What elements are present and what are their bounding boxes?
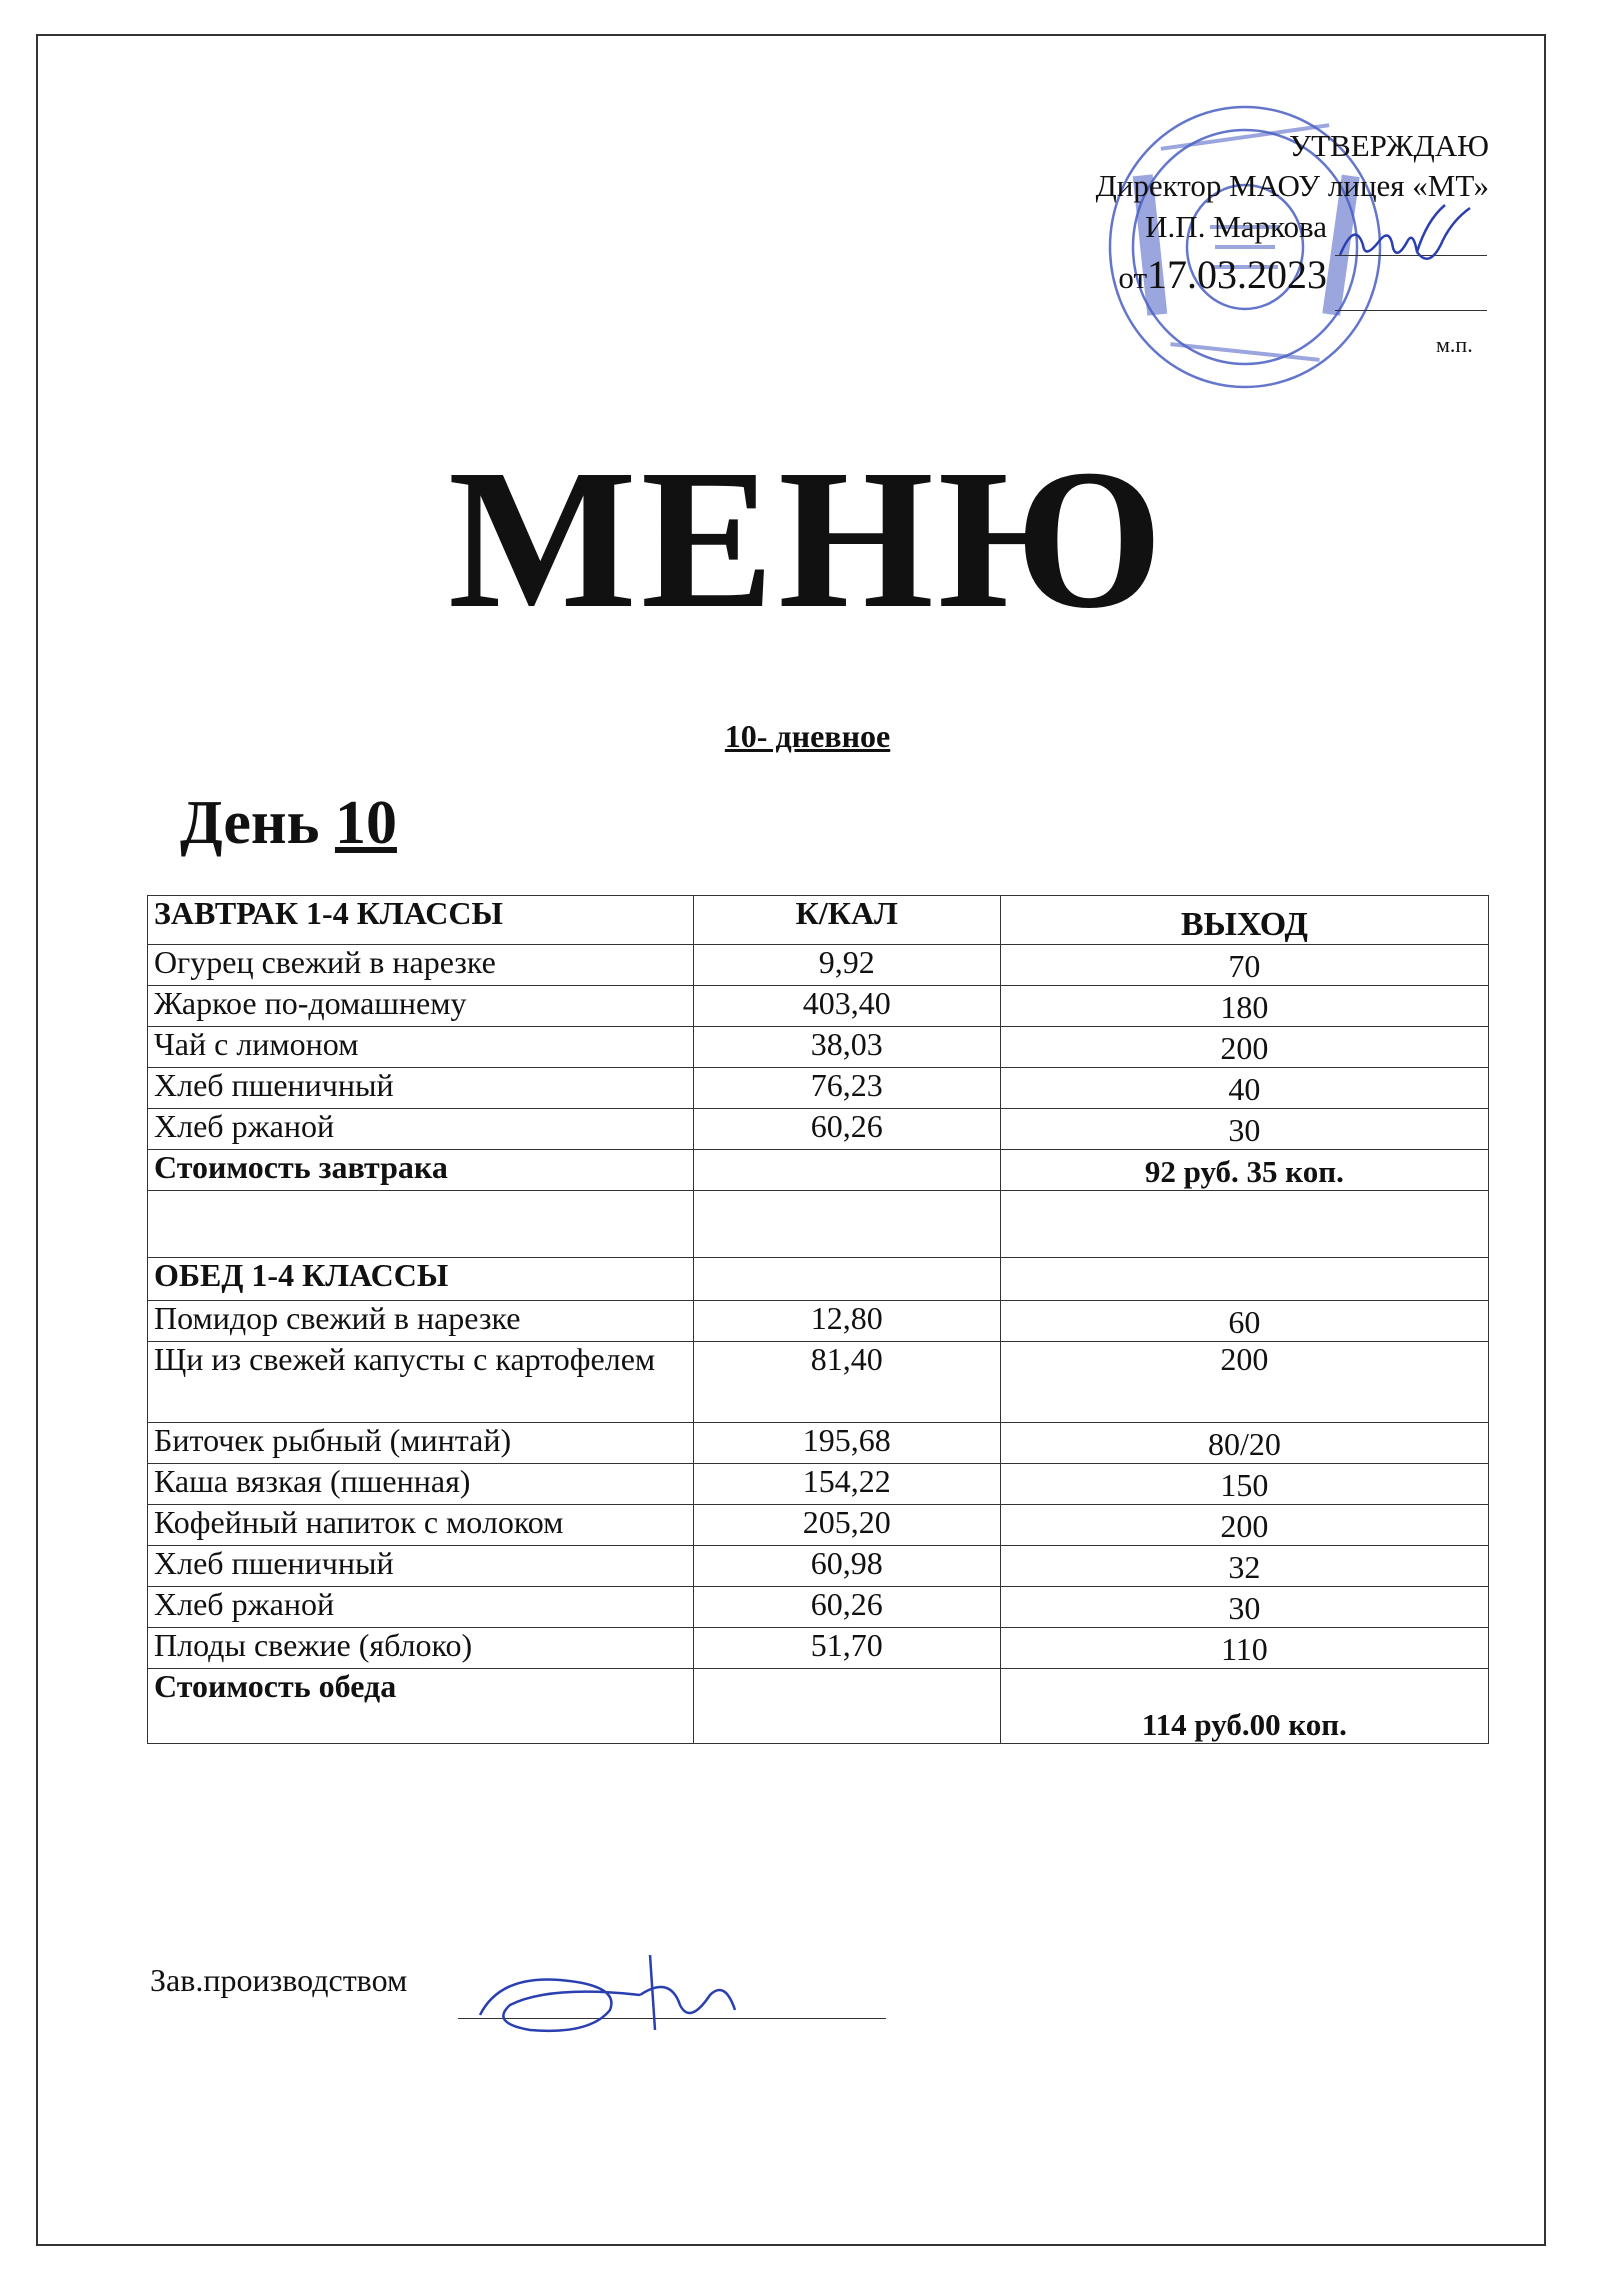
table-row xyxy=(148,1109,1489,1150)
breakfast-cost-value: 92 руб. 35 коп. xyxy=(1000,1150,1488,1191)
approval-heading: УТВЕРЖДАЮ xyxy=(1289,128,1489,163)
production-manager-label: Зав.производством xyxy=(150,1962,408,1998)
table-row xyxy=(148,1628,1489,1669)
dish-yield: 200 xyxy=(1000,1027,1488,1068)
approval-date-prefix: от xyxy=(1118,259,1147,295)
dish-name: Щи из свежей капусты с картофелем xyxy=(148,1342,694,1423)
dish-kcal: 195,68 xyxy=(693,1423,1000,1464)
dish-name: Биточек рыбный (минтай) xyxy=(148,1423,694,1464)
dish-kcal: 9,92 xyxy=(693,945,1000,986)
approval-position: Директор МАОУ лицея «МТ» xyxy=(1095,168,1489,204)
table-row xyxy=(148,1342,1489,1423)
dish-kcal: 38,03 xyxy=(693,1027,1000,1068)
production-manager-signature xyxy=(470,1935,750,2055)
table-row xyxy=(148,1464,1489,1505)
breakfast-section-title: ЗАВТРАК 1-4 КЛАССЫ xyxy=(148,896,694,945)
lunch-header-row xyxy=(148,1258,1489,1301)
day-label: День xyxy=(180,789,320,857)
column-kcal-header: К/КАЛ xyxy=(693,896,1000,945)
spacer-row xyxy=(148,1191,1489,1258)
dish-yield: 150 xyxy=(1000,1464,1488,1505)
menu-table xyxy=(147,895,1489,1744)
day-number: 10 xyxy=(334,789,397,857)
table-row xyxy=(148,1587,1489,1628)
dish-kcal: 60,98 xyxy=(693,1546,1000,1587)
dish-kcal: 76,23 xyxy=(693,1068,1000,1109)
dish-yield: 110 xyxy=(1000,1628,1488,1669)
breakfast-cost-row xyxy=(148,1150,1489,1191)
dish-kcal: 403,40 xyxy=(693,986,1000,1027)
dish-yield: 32 xyxy=(1000,1546,1488,1587)
lunch-cost-row xyxy=(148,1669,1489,1744)
lunch-cost-value: 114 руб.00 коп. xyxy=(1000,1669,1488,1744)
director-signature xyxy=(1335,200,1485,280)
breakfast-cost-label: Стоимость завтрака xyxy=(148,1150,694,1191)
dish-name: Жаркое по-домашнему xyxy=(148,986,694,1027)
table-row xyxy=(148,1068,1489,1109)
day-heading xyxy=(180,788,397,859)
dish-kcal: 60,26 xyxy=(693,1109,1000,1150)
menu-period: 10- дневное xyxy=(724,718,891,754)
lunch-section-title: ОБЕД 1-4 КЛАССЫ xyxy=(148,1258,694,1301)
dish-name: Хлеб пшеничный xyxy=(148,1546,694,1587)
page-title: МЕНЮ xyxy=(448,429,1167,650)
dish-name: Огурец свежий в нарезке xyxy=(148,945,694,986)
dish-name: Каша вязкая (пшенная) xyxy=(148,1464,694,1505)
table-row xyxy=(148,1423,1489,1464)
table-row xyxy=(148,1027,1489,1068)
dish-name: Помидор свежий в нарезке xyxy=(148,1301,694,1342)
breakfast-header-row xyxy=(148,896,1489,945)
dish-kcal: 81,40 xyxy=(693,1342,1000,1423)
dish-yield: 70 xyxy=(1000,945,1488,986)
dish-yield: 30 xyxy=(1000,1109,1488,1150)
dish-kcal: 154,22 xyxy=(693,1464,1000,1505)
dish-name: Чай с лимоном xyxy=(148,1027,694,1068)
dish-yield: 40 xyxy=(1000,1068,1488,1109)
dish-yield: 180 xyxy=(1000,986,1488,1027)
table-row xyxy=(148,1505,1489,1546)
approval-date: 17.03.2023 xyxy=(1147,251,1327,297)
dish-kcal: 12,80 xyxy=(693,1301,1000,1342)
dish-name: Плоды свежие (яблоко) xyxy=(148,1628,694,1669)
lunch-cost-label: Стоимость обеда xyxy=(148,1669,694,1744)
dish-kcal: 205,20 xyxy=(693,1505,1000,1546)
dish-yield: 60 xyxy=(1000,1301,1488,1342)
table-row xyxy=(148,986,1489,1027)
date-line xyxy=(1335,310,1487,311)
dish-yield: 200 xyxy=(1000,1505,1488,1546)
dish-name: Хлеб ржаной xyxy=(148,1587,694,1628)
dish-name: Хлеб пшеничный xyxy=(148,1068,694,1109)
dish-yield: 30 xyxy=(1000,1587,1488,1628)
table-row xyxy=(148,945,1489,986)
seal-label: м.п. xyxy=(1436,332,1473,357)
dish-yield: 80/20 xyxy=(1000,1423,1488,1464)
dish-name: Кофейный напиток с молоком xyxy=(148,1505,694,1546)
column-yield-header: ВЫХОД xyxy=(1000,896,1488,945)
dish-name: Хлеб ржаной xyxy=(148,1109,694,1150)
dish-yield: 200 xyxy=(1000,1342,1488,1423)
approval-name: И.П. Маркова xyxy=(1145,208,1327,244)
dish-kcal: 51,70 xyxy=(693,1628,1000,1669)
table-row xyxy=(148,1301,1489,1342)
table-row xyxy=(148,1546,1489,1587)
dish-kcal: 60,26 xyxy=(693,1587,1000,1628)
